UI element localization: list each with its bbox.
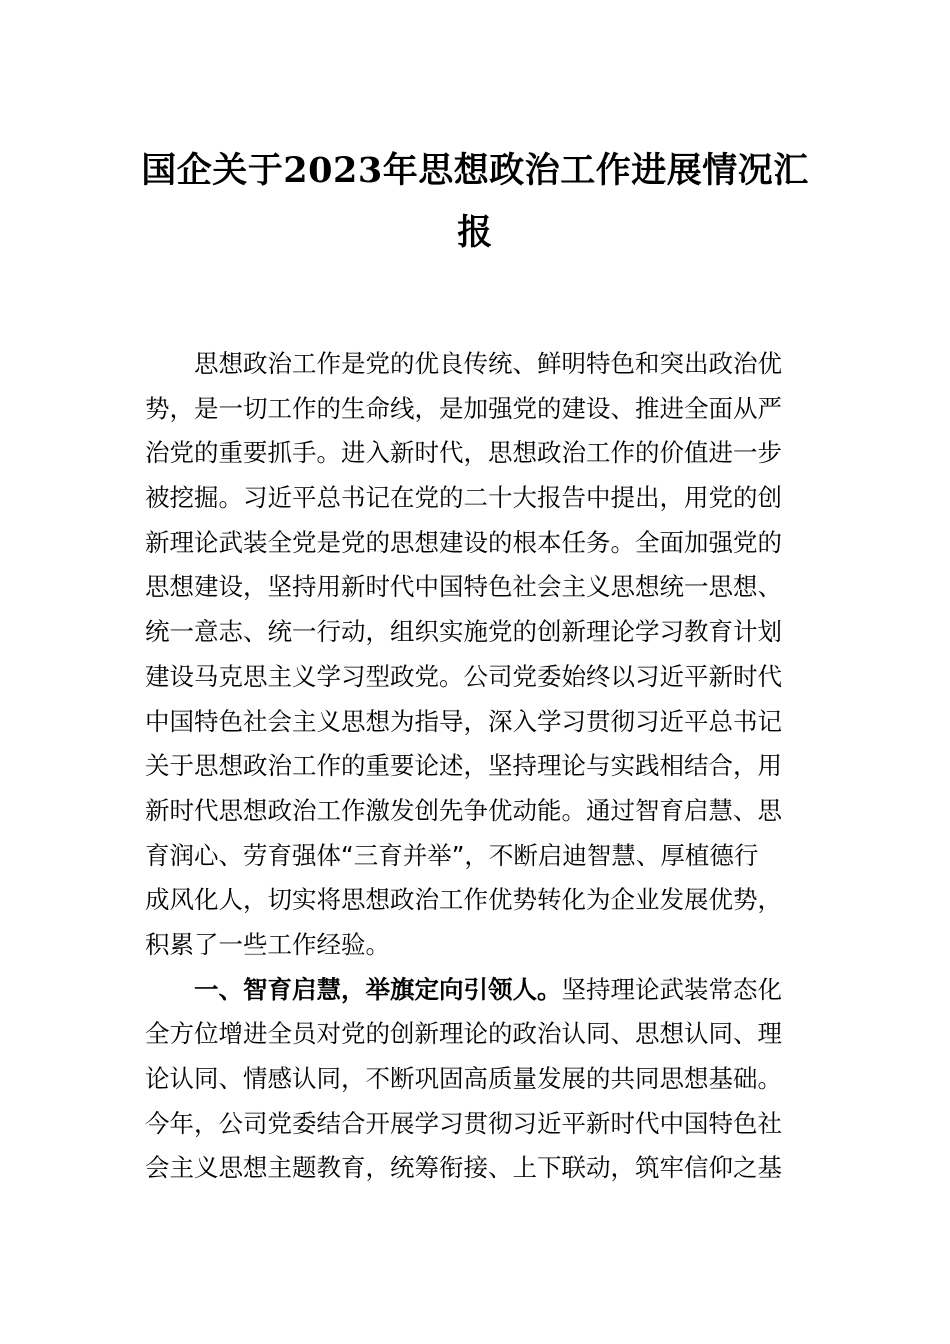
text-line: 关于思想政治工作的重要论述，坚持理论与实践相结合，用: [145, 751, 782, 781]
text-line: [145, 968, 810, 1013]
text-line: 思想政治工作是党的优良传统、鲜明特色和突出政治优: [145, 349, 782, 378]
text-line: 思想建设，坚持用新时代中国特色社会主义思想统一思想、: [145, 572, 782, 602]
section-heading: 一、智育启慧，举旗定向引领人。: [145, 974, 562, 1004]
paragraph-section-one: [145, 968, 810, 1191]
title-line-1: 国企关于2023年思想政治工作进展情况汇: [141, 150, 809, 191]
text-line: 会主义思想主题教育，统筹衔接、上下联动，筑牢信仰之基: [145, 1153, 782, 1183]
document-title: [140, 140, 810, 264]
text-line: 今年，公司党委结合开展学习贯彻习近平新时代中国特色社: [145, 1108, 782, 1138]
paragraph-intro: [145, 342, 810, 968]
text-line: 积累了一些工作经验。: [145, 929, 390, 959]
text-line: 势，是一切工作的生命线，是加强党的建设、推进全面从严: [145, 393, 782, 423]
text-line: 新理论武装全党是党的思想建设的根本任务。全面加强党的: [145, 527, 782, 557]
text-line: 育润心、劳育强体“三育并举”，不断启迪智慧、厚植德行: [145, 840, 759, 870]
text-line: 成风化人，切实将思想政治工作优势转化为企业发展优势，: [145, 885, 782, 915]
text-line: 统一意志、统一行动，组织实施党的创新理论学习教育计划: [145, 617, 782, 647]
text-line: 论认同、情感认同，不断巩固高质量发展的共同思想基础。: [145, 1064, 782, 1093]
title-line-2: 报: [457, 212, 493, 253]
document-body: [145, 342, 810, 1191]
section-heading-rest: 坚持理论武装常态化: [561, 974, 782, 1004]
text-line: 新时代思想政治工作激发创先争优动能。通过智育启慧、思: [145, 795, 782, 825]
text-line: 建设马克思主义学习型政党。公司党委始终以习近平新时代: [145, 661, 782, 691]
text-line: 被挖掘。习近平总书记在党的二十大报告中提出，用党的创: [145, 483, 782, 513]
text-line: 治党的重要抓手。进入新时代，思想政治工作的价值进一步: [145, 438, 782, 468]
text-line: 中国特色社会主义思想为指导，深入学习贯彻习近平总书记: [145, 706, 782, 736]
text-line: 全方位增进全员对党的创新理论的政治认同、思想认同、理: [145, 1019, 782, 1049]
